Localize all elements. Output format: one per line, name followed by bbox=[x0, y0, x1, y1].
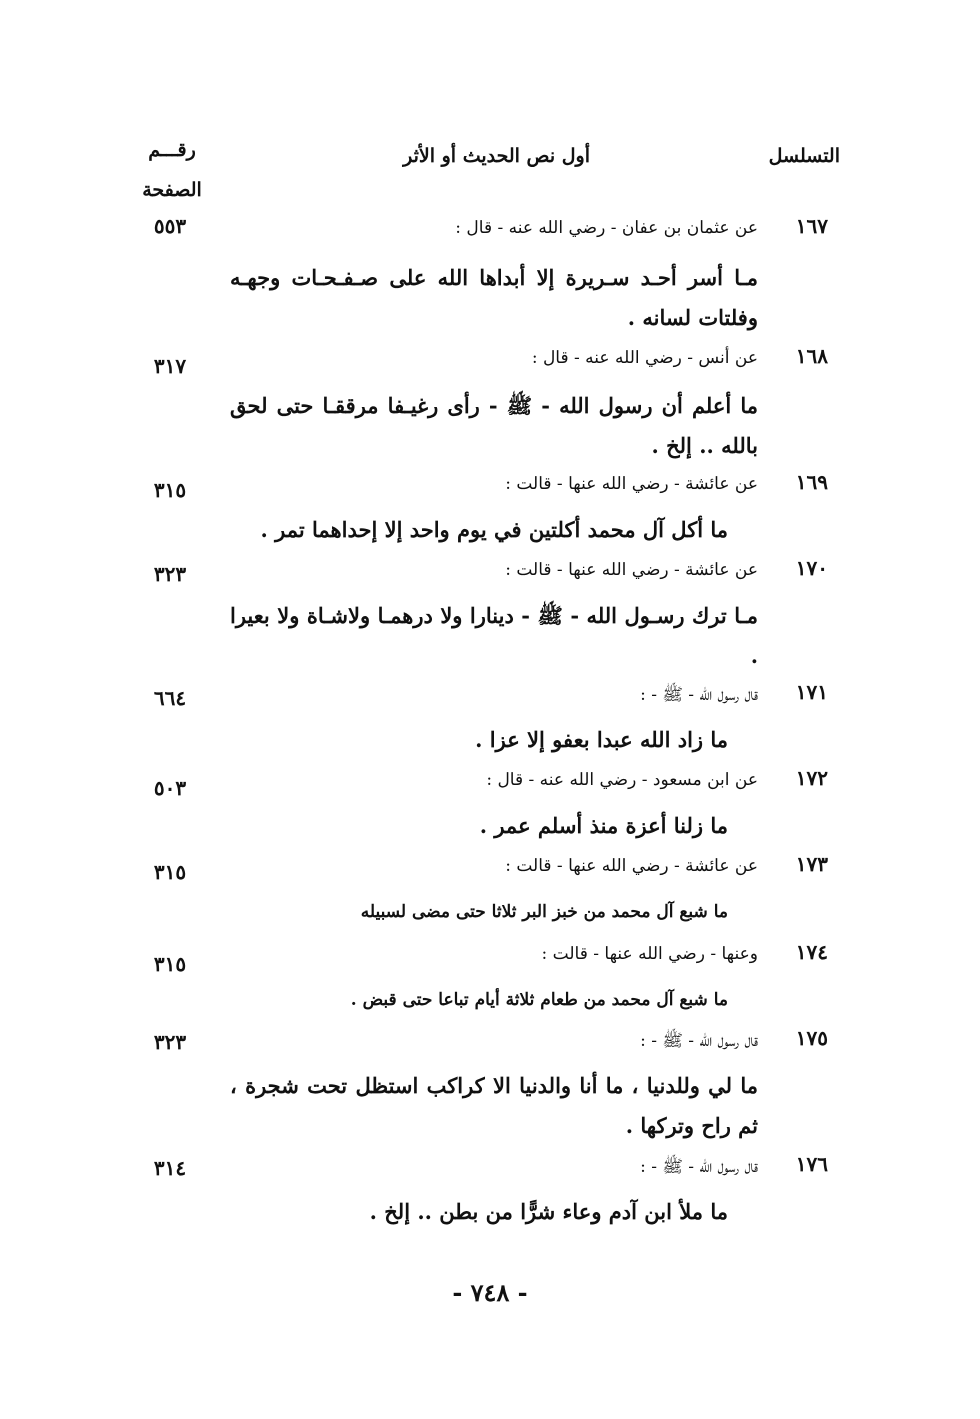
entry-page-number: ٣٢٣ bbox=[153, 1030, 187, 1054]
entry-serial: ١٧٠ bbox=[795, 556, 828, 580]
entry-intro: عن عثمان بن عفان - رضي الله عنه - قال : bbox=[455, 218, 758, 238]
header-page-label-line1: رقـــم bbox=[148, 139, 196, 161]
entry-serial: ١٧٣ bbox=[795, 852, 828, 876]
entry-text: ما شبع آل محمد من طعام ثلاثة أيام تباعا حتى قبض . bbox=[350, 990, 728, 1010]
header-page-label-line2: الصفحة bbox=[142, 179, 202, 201]
entry-text: مـا أسر أحـد سـريرة إلا أبداها الله على صـفـحـات وجهـه وفلتات لسانه . bbox=[230, 265, 758, 330]
entry-serial: ١٦٧ bbox=[795, 214, 828, 238]
entry-page-number: ٥٠٣ bbox=[153, 776, 187, 800]
entry-page-number: ٣٢٣ bbox=[153, 562, 187, 586]
entry-text: مـا ترك رسـول الله - ﷺ - دينارا ولا درهمـا ولاشـاة ولا بعيرا . bbox=[230, 603, 758, 668]
page-number: - ٧٤٨ - bbox=[452, 1278, 528, 1307]
entry-serial: ١٦٨ bbox=[795, 344, 828, 368]
entry-text: ما أعلم أن رسول الله - ﷺ - رأى رغيـفا مرققـا حتى لحق بالله .. إلخ . bbox=[230, 393, 758, 458]
entry-serial: ١٧٦ bbox=[795, 1152, 828, 1176]
entry-page-number: ٣١٥ bbox=[153, 478, 187, 502]
entry-page-number: ٣١٥ bbox=[153, 952, 187, 976]
entry-page-number: ٦٦٤ bbox=[153, 686, 187, 710]
entry-intro: قال رسول الله - ﷺ - : bbox=[640, 1031, 758, 1051]
entry-serial: ١٦٩ bbox=[795, 470, 828, 494]
entry-text: ما زلنا أعزة منذ أسلم عمر . bbox=[479, 813, 728, 838]
entry-intro: عن عائشة - رضي الله عنها - قالت : bbox=[505, 856, 758, 876]
entry-intro: عن ابن مسعود - رضي الله عنه - قال : bbox=[486, 770, 758, 790]
entry-serial: ١٧٢ bbox=[795, 766, 828, 790]
entry-page-number: ٣١٧ bbox=[153, 354, 187, 378]
entry-page-number: ٣١٤ bbox=[153, 1156, 187, 1180]
entry-intro: عن عائشة - رضي الله عنها - قالت : bbox=[505, 474, 758, 494]
entry-intro: عن عائشة - رضي الله عنها - قالت : bbox=[505, 560, 758, 580]
entry-text: ما ملأ ابن آدم وعاء شرًّا من بطن .. إلخ . bbox=[369, 1199, 728, 1224]
entry-intro: عن أنس - رضي الله عنه - قال : bbox=[531, 348, 758, 368]
entry-text: ما شبع آل محمد من خبز البر ثلاثا حتى مضى لسبيله bbox=[360, 902, 728, 922]
entry-text: ما لي وللدنيا ، ما أنا والدنيا الا كراكب استظل تحت شجرة ، ثم راح وتركها . bbox=[230, 1073, 758, 1138]
header-page-label bbox=[132, 130, 212, 210]
entry-page-number: ٣١٥ bbox=[153, 860, 187, 884]
entry-text: ما أكل آل محمد أكلتين في يوم واحد إلا إحداهما تمر . bbox=[260, 517, 728, 542]
entry-serial: ١٧١ bbox=[795, 680, 828, 704]
header-serial-label: التسلسل bbox=[768, 145, 840, 167]
entry-text: ما زاد الله عبدا بعفو إلا عزا . bbox=[475, 727, 728, 752]
entry-intro: قال رسول الله - ﷺ - : bbox=[640, 685, 758, 705]
entry-page-number: ٥٥٣ bbox=[153, 214, 187, 238]
header-text-label: أول نص الحديث أو الأثر bbox=[403, 145, 590, 167]
entry-serial: ١٧٥ bbox=[795, 1026, 828, 1050]
entry-serial: ١٧٤ bbox=[795, 940, 828, 964]
entry-intro: وعنها - رضي الله عنها - قالت : bbox=[541, 944, 758, 964]
entry-intro: قال رسول الله - ﷺ - : bbox=[640, 1157, 758, 1177]
